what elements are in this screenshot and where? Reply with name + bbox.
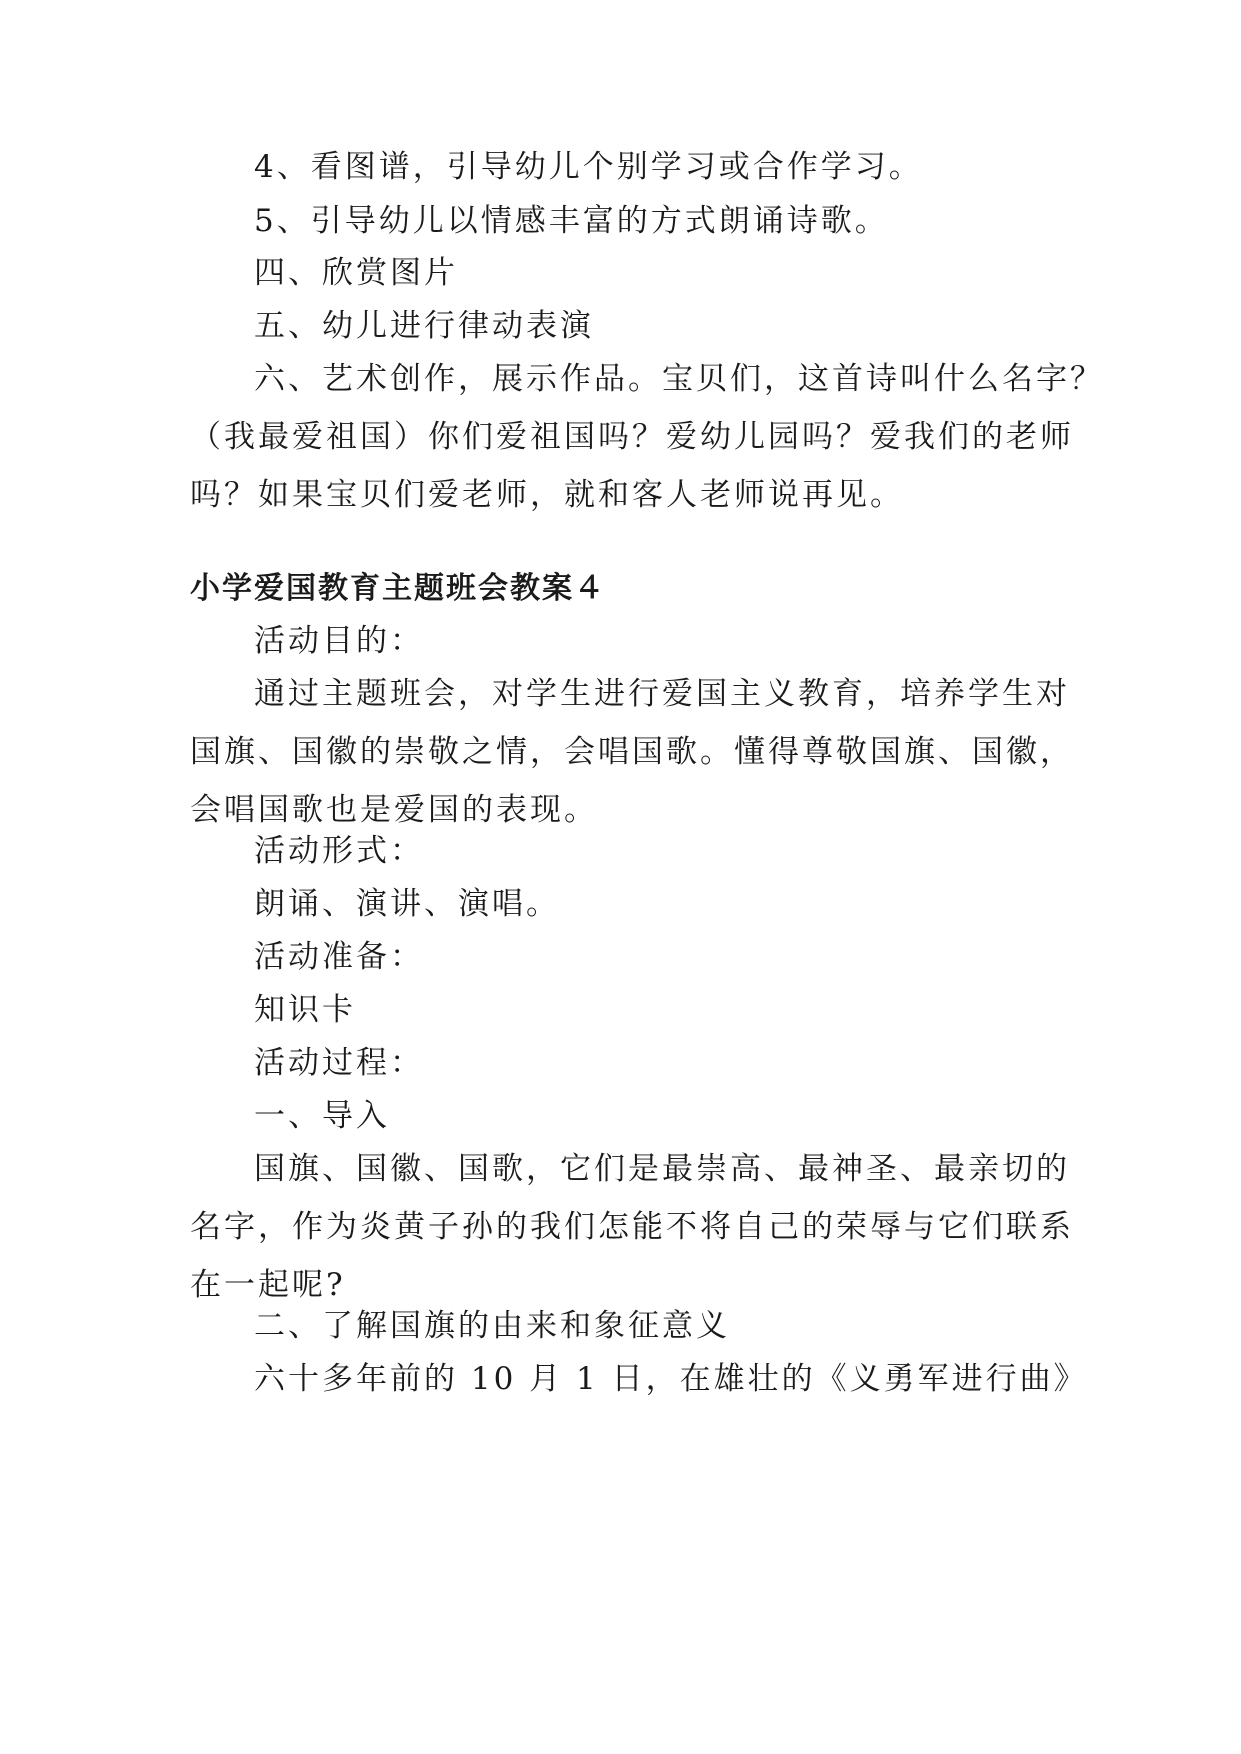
text-line: （我最爱祖国）你们爱祖国吗？爱幼儿园吗？爱我们的老师 xyxy=(190,419,1074,455)
paragraph xyxy=(190,1297,1070,1355)
text-line: 活动过程： xyxy=(254,1045,424,1081)
text-line: 四、欣赏图片 xyxy=(254,255,458,291)
paragraph xyxy=(190,928,1070,986)
paragraph xyxy=(190,192,1070,250)
text-line: 活动目的： xyxy=(254,623,424,659)
text-line: 国旗、国徽、国歌，它们是最崇高、最神圣、最亲切的 xyxy=(254,1151,1070,1187)
text-line: 二、了解国旗的由来和象征意义 xyxy=(254,1308,730,1344)
text-line: 六、艺术创作，展示作品。宝贝们，这首诗叫什么名字？ xyxy=(254,361,1104,397)
text-line: 一、导入 xyxy=(254,1098,390,1134)
paragraph xyxy=(190,244,1070,302)
paragraph xyxy=(190,350,1104,524)
paragraph xyxy=(190,297,1070,355)
text-line: 4、看图谱，引导幼儿个别学习或合作学习。 xyxy=(254,149,923,185)
paragraph xyxy=(190,1140,1074,1314)
section-heading: 小学爱国教育主题班会教案４ xyxy=(190,571,606,606)
text-line: 活动准备： xyxy=(254,939,424,975)
paragraph xyxy=(190,665,1074,839)
text-line: 5、引导幼儿以情感丰富的方式朗诵诗歌。 xyxy=(254,203,889,239)
text-line: 吗？如果宝贝们爱老师，就和客人老师说再见。 xyxy=(190,477,904,513)
paragraph xyxy=(190,1034,1070,1092)
paragraph xyxy=(190,612,1070,670)
paragraph xyxy=(190,138,1070,196)
paragraph xyxy=(190,1087,1070,1145)
text-line: 通过主题班会，对学生进行爱国主义教育，培养学生对 xyxy=(254,676,1070,712)
text-line: 在一起呢? xyxy=(190,1267,346,1303)
text-line: 活动形式： xyxy=(254,833,424,869)
paragraph xyxy=(190,981,1070,1039)
text-line: 名字，作为炎黄子孙的我们怎能不将自己的荣辱与它们联系 xyxy=(190,1209,1074,1245)
text-line: 知识卡 xyxy=(254,992,356,1028)
text-line: 朗诵、演讲、演唱。 xyxy=(254,886,560,922)
paragraph xyxy=(190,875,1070,933)
text-line: 五、幼儿进行律动表演 xyxy=(254,308,594,344)
text-line: 会唱国歌也是爱国的表现。 xyxy=(190,792,598,828)
text-line: 国旗、国徽的崇敬之情，会唱国歌。懂得尊敬国旗、国徽， xyxy=(190,734,1074,770)
paragraph xyxy=(190,1350,1088,1408)
paragraph xyxy=(190,822,1070,880)
text-line: 六十多年前的 10 月 1 日，在雄壮的《义勇军进行曲》 xyxy=(254,1361,1088,1397)
